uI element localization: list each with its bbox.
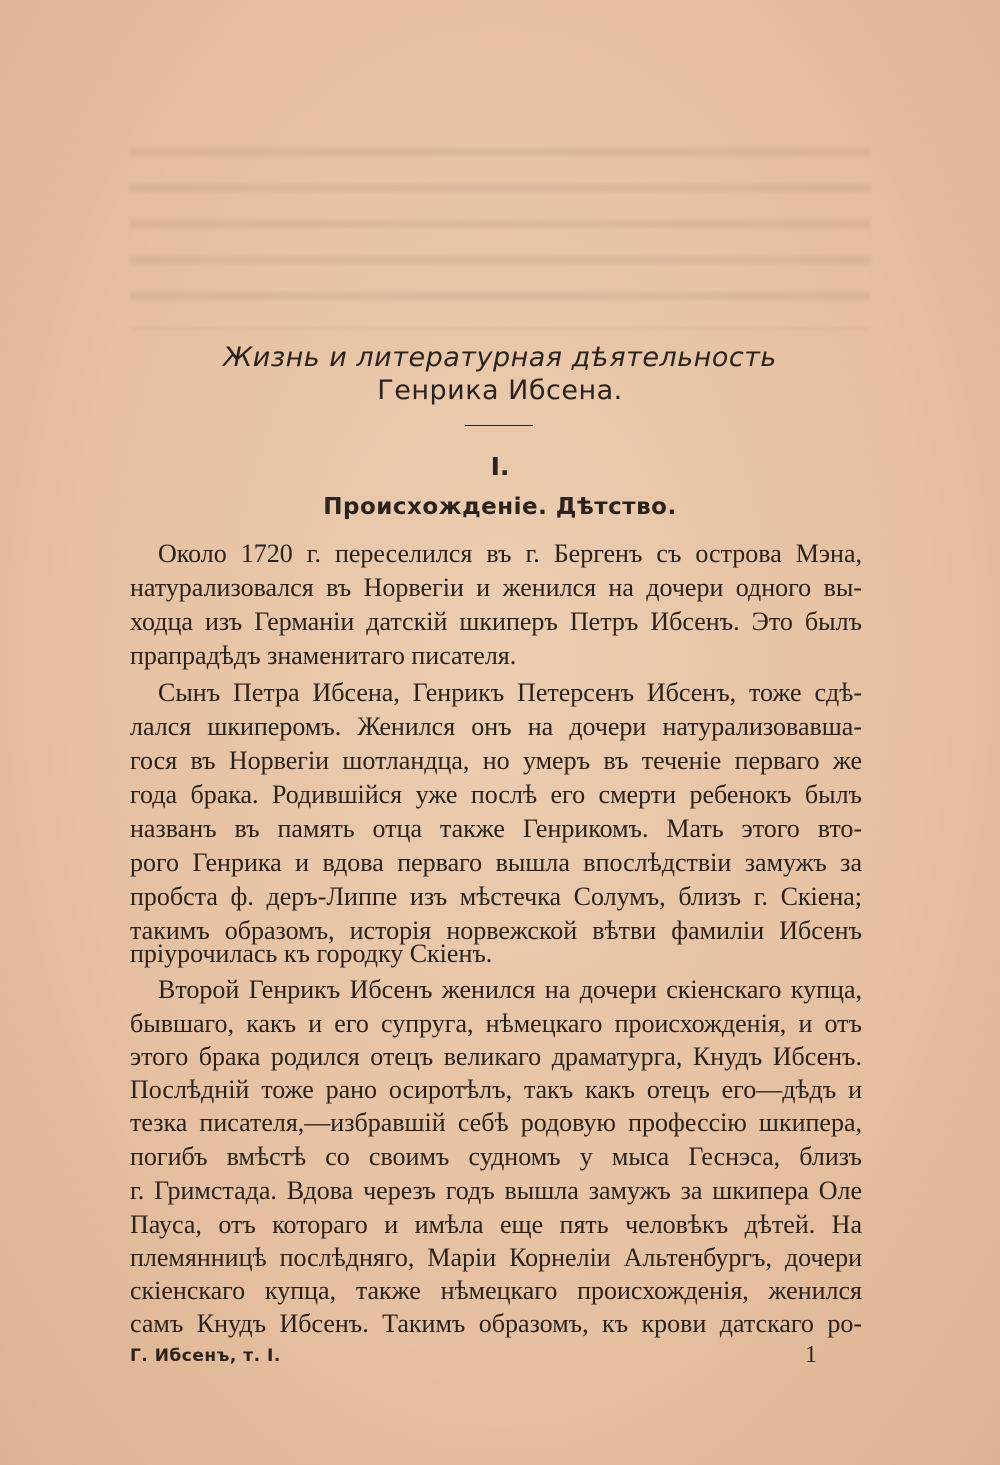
text-line: лался шкиперомъ. Женился онъ на дочери натурализовавша- bbox=[130, 712, 862, 741]
chapter-number: I. bbox=[490, 452, 510, 481]
text-line: тезка писателя,—избравшій себѣ родовую профессію шкипера, bbox=[130, 1108, 862, 1137]
text-line: гося въ Норвегіи шотландца, но умеръ въ теченіе перваго же bbox=[130, 746, 862, 775]
text-line: погибъ вмѣстѣ со своимъ судномъ у мыса Геснэса, близъ bbox=[130, 1142, 862, 1171]
title-line-2: Генрика Ибсена. bbox=[377, 375, 623, 406]
text-line: бывшаго, какъ и его супруга, нѣмецкаго происхожденія, и отъ bbox=[130, 1009, 862, 1038]
text-line: названъ въ память отца также Генрикомъ. Мать этого вто- bbox=[130, 814, 862, 843]
text-line: г. Гримстада. Вдова черезъ годъ вышла замужъ за шкипера Оле bbox=[130, 1176, 862, 1205]
text-line: пробста ф. деръ-Липпе изъ мѣстечка Солумъ, близъ г. Скіена; bbox=[130, 882, 862, 911]
text-line: рого Генрика и вдова перваго вышла впослѣдствіи замужъ за bbox=[130, 848, 862, 877]
text-line: такимъ образомъ, исторія норвежской вѣтви фамиліи Ибсенъ bbox=[130, 916, 862, 945]
text-line: Пауса, отъ котораго и имѣла еще пять человѣкъ дѣтей. На bbox=[130, 1210, 862, 1239]
title-divider bbox=[465, 425, 533, 426]
text-line: Второй Генрикъ Ибсенъ женился на дочери скіенскаго купца, bbox=[158, 975, 862, 1004]
text-line: года брака. Родившійся уже послѣ его смерти ребенокъ былъ bbox=[130, 780, 862, 809]
text-line: Послѣдній тоже рано осиротѣлъ, такъ какъ отецъ его—дѣдъ и bbox=[130, 1075, 862, 1104]
text-line: этого брака родился отецъ великаго драматурга, Кнудъ Ибсенъ. bbox=[130, 1042, 862, 1071]
text-line: ходца изъ Германіи датскій шкиперъ Петръ Ибсенъ. Это былъ bbox=[130, 607, 862, 636]
text-line: самъ Кнудъ Ибсенъ. Такимъ образомъ, къ крови датскаго ро- bbox=[130, 1309, 862, 1338]
text-line: племянницѣ послѣдняго, Маріи Корнеліи Альтенбургъ, дочери bbox=[130, 1243, 862, 1272]
text-line: пріурочилась къ городку Скіенъ. bbox=[130, 939, 493, 968]
text-line: натурализовался въ Норвегіи и женился на дочери одного вы- bbox=[130, 573, 862, 602]
text-line: прапрадѣдъ знаменитаго писателя. bbox=[130, 641, 517, 670]
text-line: скіенскаго купца, также нѣмецкаго происхожденія, женился bbox=[130, 1276, 862, 1305]
footer-signature: Г. Ибсенъ, т. I. bbox=[130, 1346, 281, 1366]
chapter-title: Происхожденіе. Дѣтство. bbox=[323, 494, 677, 520]
text-line: Сынъ Петра Ибсена, Генрикъ Петерсенъ Ибсенъ, тоже сдѣ- bbox=[158, 678, 862, 707]
text-line: Около 1720 г. переселился въ г. Бергенъ съ острова Мэна, bbox=[158, 539, 862, 568]
page-number: 1 bbox=[805, 1342, 817, 1368]
show-through-text bbox=[130, 130, 870, 330]
title-line-1: Жизнь и литературная дѣятельность bbox=[223, 342, 777, 373]
